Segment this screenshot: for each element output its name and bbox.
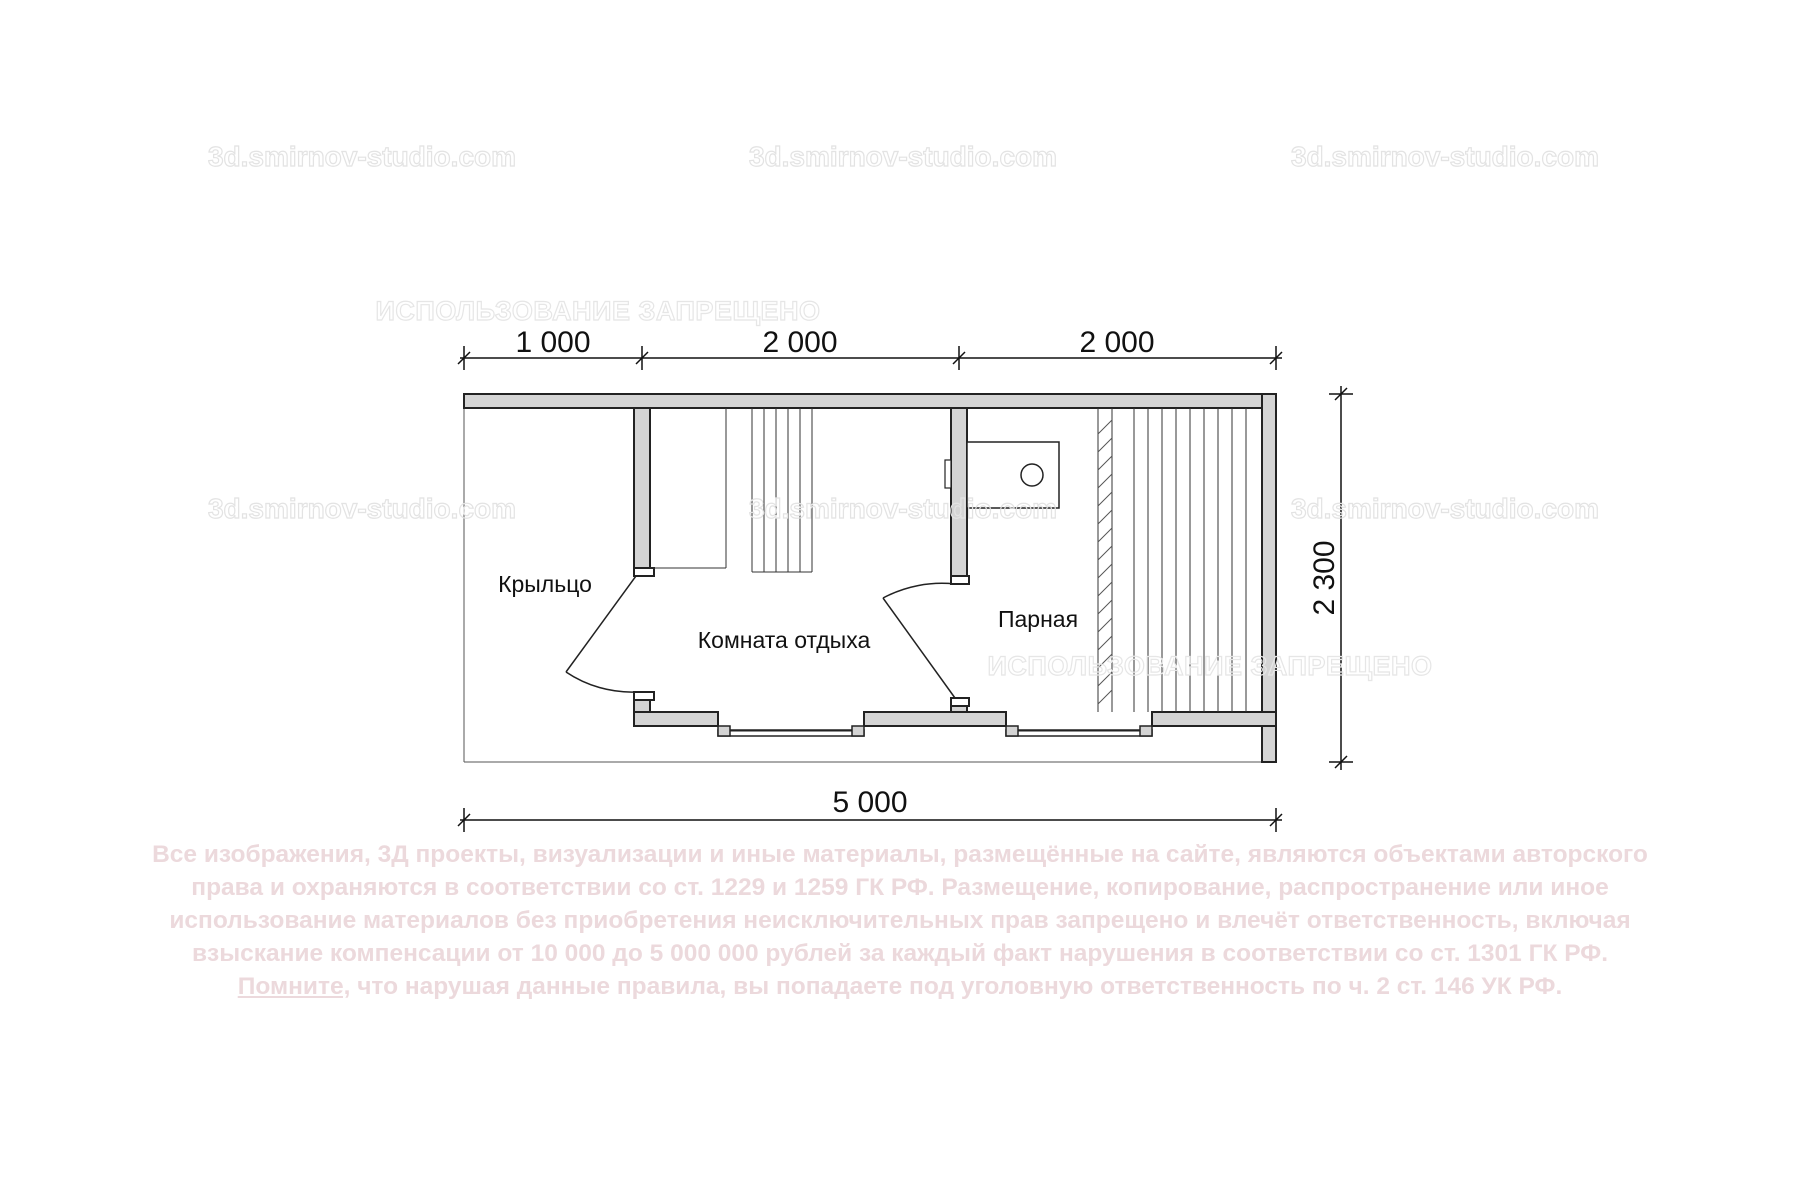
copyright-line-rest: что нарушая данные правила, вы попадаете под уголовную ответственность по ч. 2 ст. 146 УК РФ.: [350, 973, 1563, 1000]
copyright-line: Все изображения, 3Д проекты, визуализации и иные материалы, размещённые на сайте, являются объектами авторского: [152, 841, 1648, 868]
rest-room-shelves: [650, 408, 812, 572]
watermark-site: 3d.smirnov-studio.com: [1290, 141, 1600, 172]
watermark-site: 3d.smirnov-studio.com: [748, 141, 1058, 172]
watermark-site: 3d.smirnov-studio.com: [1290, 493, 1600, 524]
copyright-line: [100, 970, 1700, 1003]
watermark-ban: ИСПОЛЬЗОВАНИЕ ЗАПРЕЩЕНО: [987, 651, 1433, 681]
dimension-label-1: 1 000: [515, 326, 591, 359]
dimension-total-width: 5 000: [832, 786, 908, 819]
copyright-line: права и охраняются в соответствии со ст. 1229 и 1259 ГК РФ. Размещение, копирование, распространение или иное: [191, 874, 1609, 901]
watermark-site: 3d.smirnov-studio.com: [748, 493, 1058, 524]
remember-link[interactable]: Помните,: [237, 973, 351, 1000]
copyright-notice: [100, 838, 1700, 1003]
window-steam-room: [1006, 726, 1152, 736]
dimension-label-2: 2 000: [762, 326, 838, 359]
watermark-site: 3d.smirnov-studio.com: [207, 493, 517, 524]
copyright-line: использование материалов без приобретения неисключительных прав запрещено и влечёт ответственность, включая: [169, 907, 1631, 934]
copyright-line: взыскание компенсации от 10 000 до 5 000 000 рублей за каждый факт нарушения в соответствии со ст. 1301 ГК РФ.: [191, 940, 1609, 967]
room-label-steam-room: Парная: [997, 606, 1079, 632]
watermark-ban: ИСПОЛЬЗОВАНИЕ ЗАПРЕЩЕНО: [375, 296, 821, 326]
door-steam-room: [883, 583, 955, 698]
dimension-label-3: 2 000: [1079, 326, 1155, 359]
room-label-rest-room: Комната отдыха: [697, 627, 871, 653]
window-rest-room: [718, 726, 864, 736]
room-label-porch: Крыльцо: [498, 571, 592, 597]
watermark-site: 3d.smirnov-studio.com: [207, 141, 517, 172]
dimension-height: 2 300: [1308, 540, 1341, 616]
